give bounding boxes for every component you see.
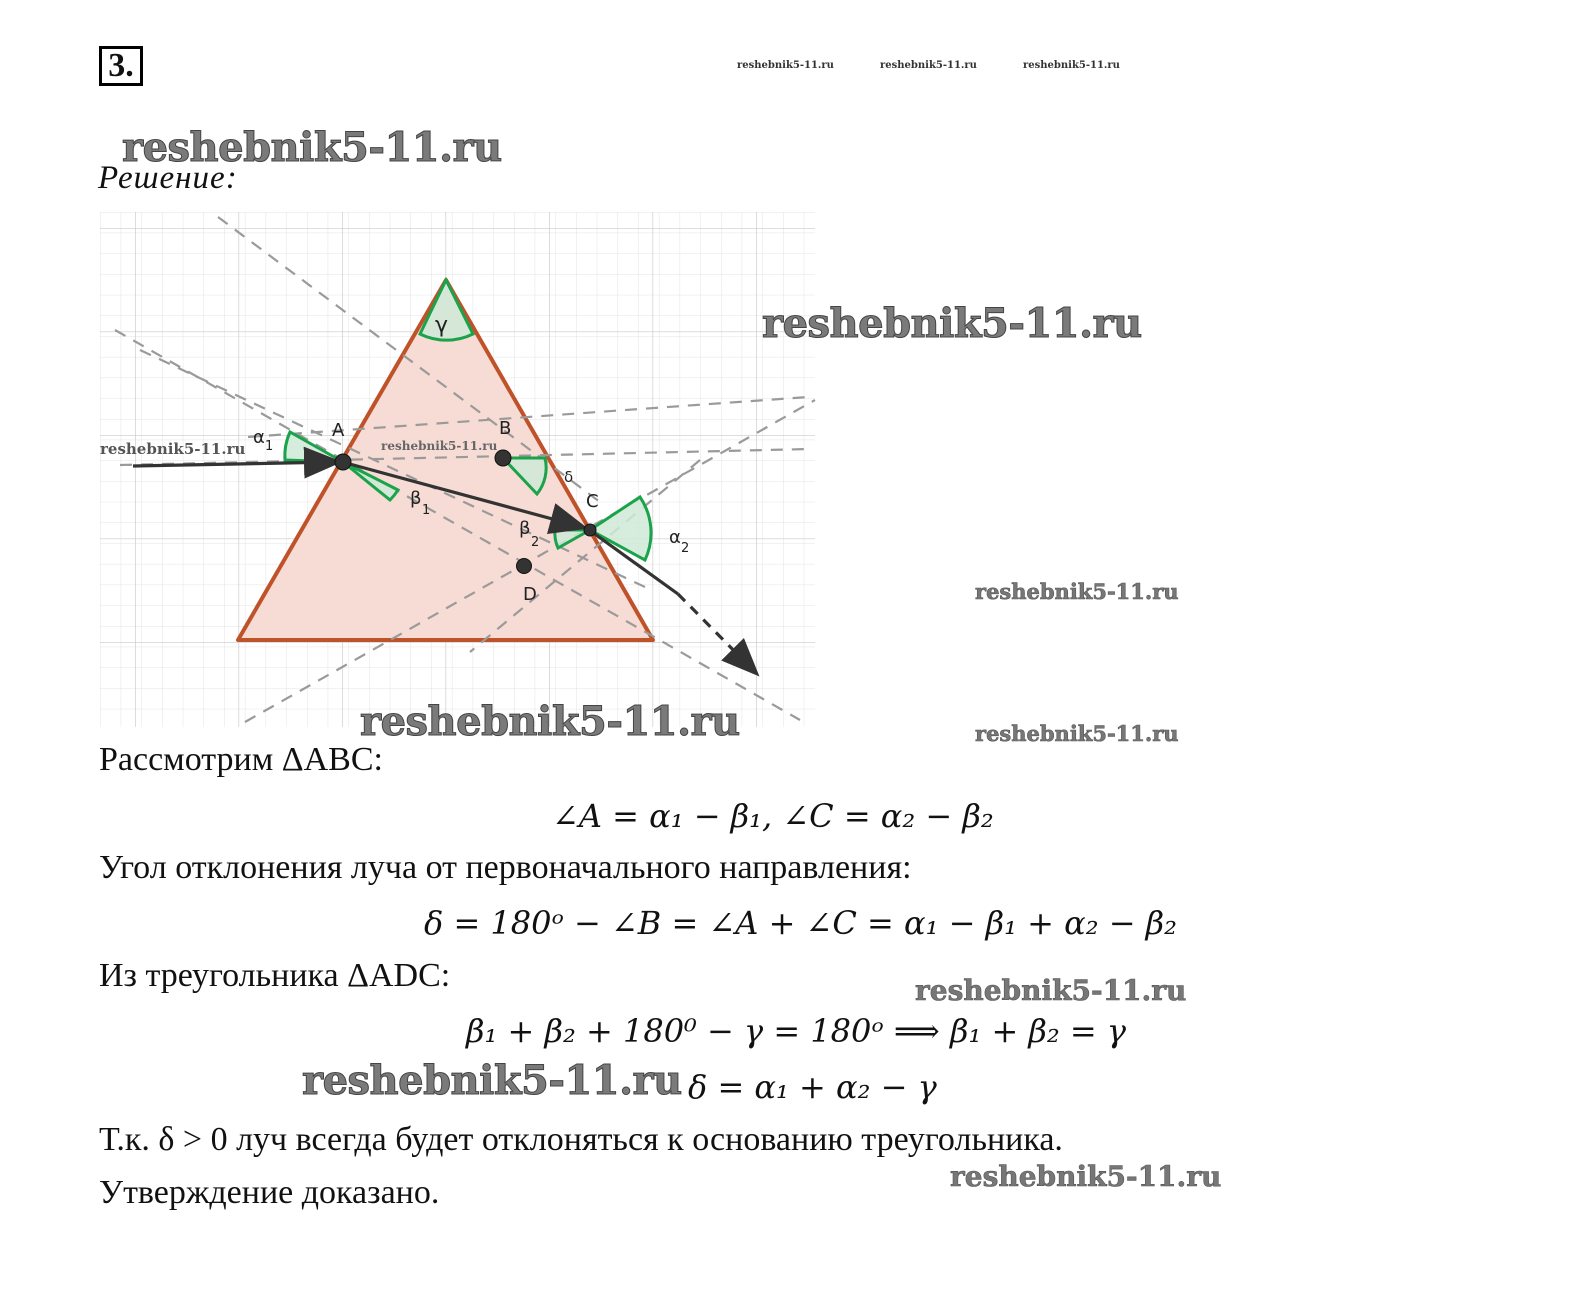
watermark-figure-mid: reshebnik5-11.ru bbox=[381, 439, 498, 453]
from-adc-text: Из треугольника ΔADC: bbox=[99, 957, 451, 994]
label-alpha2-sub: 2 bbox=[681, 541, 690, 556]
watermark-small-3: reshebnik5-11.ru bbox=[1023, 60, 1120, 71]
watermark-text-1: reshebnik5-11.ru bbox=[915, 974, 1187, 1007]
label-alpha1: α bbox=[253, 427, 265, 448]
deviation-text: Угол отклонения луча от первоначального направления: bbox=[99, 849, 912, 886]
formula-delta: δ = 180ᵒ − ∠B = ∠A + ∠C = α₁ − β₁ + α₂ − β₂ bbox=[424, 904, 1177, 942]
label-beta2: β bbox=[519, 518, 531, 539]
formula-delta-final: δ = α₁ + α₂ − γ bbox=[688, 1068, 937, 1106]
point-d bbox=[517, 559, 532, 574]
solution-label: Решение: bbox=[98, 160, 238, 196]
watermark-figure-bottom: reshebnik5-11.ru bbox=[360, 698, 740, 745]
label-beta1: β bbox=[410, 488, 422, 509]
label-b: B bbox=[499, 418, 512, 439]
consider-abc-text: Рассмотрим ΔABC: bbox=[99, 741, 383, 778]
prism-diagram bbox=[100, 212, 820, 732]
formula-angles-a-c: ∠A = α₁ − β₁, ∠C = α₂ − β₂ bbox=[552, 797, 994, 835]
watermark-large-top: reshebnik5-11.ru bbox=[122, 124, 502, 171]
label-delta: δ bbox=[564, 468, 574, 486]
watermark-text-3: reshebnik5-11.ru bbox=[950, 1160, 1222, 1193]
label-gamma: γ bbox=[435, 313, 449, 338]
watermark-small-2: reshebnik5-11.ru bbox=[880, 60, 977, 71]
watermark-right-1: reshebnik5-11.ru bbox=[762, 300, 1142, 347]
formula-beta-sum: β₁ + β₂ + 180⁰ − γ = 180ᵒ ⟹ β₁ + β₂ = γ bbox=[466, 1012, 1127, 1050]
label-beta1-sub: 1 bbox=[422, 503, 431, 518]
problem-number: 3. bbox=[99, 46, 143, 86]
point-b bbox=[495, 450, 511, 466]
point-c bbox=[584, 524, 596, 536]
label-a: A bbox=[332, 420, 345, 441]
label-c: C bbox=[586, 491, 599, 512]
watermark-small-1: reshebnik5-11.ru bbox=[737, 60, 834, 71]
watermark-text-2: reshebnik5-11.ru bbox=[302, 1057, 682, 1104]
label-d: D bbox=[523, 584, 537, 605]
label-alpha1-sub: 1 bbox=[265, 439, 274, 454]
conclusion-text: Т.к. δ > 0 луч всегда будет отклоняться к основанию треугольника. bbox=[99, 1121, 1063, 1158]
watermark-figure-left: reshebnik5-11.ru bbox=[100, 440, 246, 458]
proved-text: Утверждение доказано. bbox=[99, 1174, 440, 1211]
watermark-right-2: reshebnik5-11.ru bbox=[975, 579, 1179, 604]
label-alpha2: α bbox=[669, 527, 681, 548]
point-a bbox=[335, 454, 351, 470]
watermark-right-3: reshebnik5-11.ru bbox=[975, 721, 1179, 746]
label-beta2-sub: 2 bbox=[531, 535, 540, 550]
